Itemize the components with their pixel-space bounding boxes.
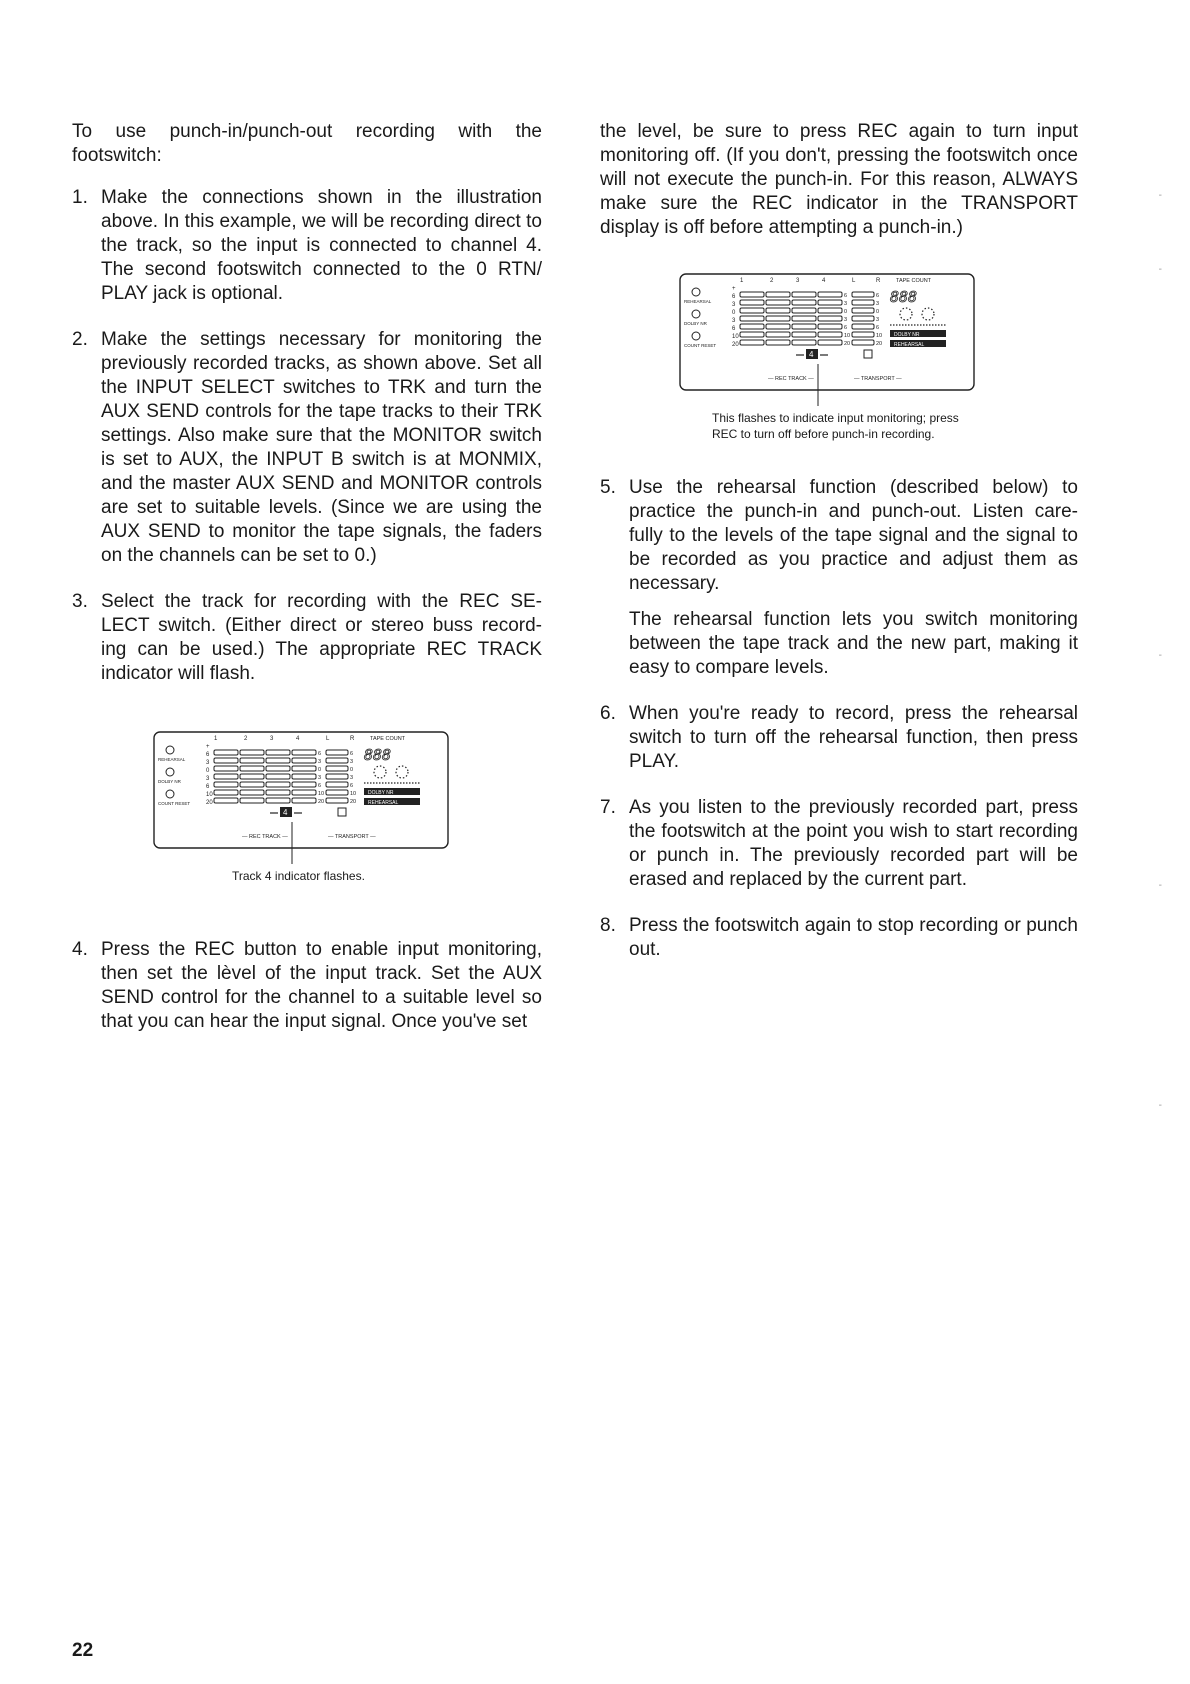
scale-mark: 20	[206, 800, 213, 806]
meter-segment	[266, 782, 290, 787]
meter-segment	[792, 300, 816, 305]
meter-segment	[214, 750, 238, 755]
meter-segment	[266, 774, 290, 779]
rec-track-label: — REC TRACK —	[768, 376, 814, 382]
meter-segment	[818, 308, 842, 313]
step-8	[600, 914, 1078, 962]
step-number: 5.	[600, 477, 616, 498]
meter-display-figure-track4	[152, 726, 482, 884]
scale-mark-right: 20	[844, 341, 851, 347]
scale-mark-right: 6	[876, 325, 880, 331]
track-label: L	[326, 736, 330, 742]
step-text: Select the track for recording with the REC SE- LECT switch. (Either direct or stereo buss record- ing can be used.) The appropriate REC TRACK indicator will flash.	[101, 591, 542, 684]
control-button-label: COUNT RESET	[158, 801, 191, 806]
step-2	[72, 328, 542, 568]
step-number: 4.	[72, 939, 88, 960]
tape-count-label: TAPE COUNT	[896, 278, 932, 284]
scale-mark-right: 3	[350, 775, 354, 781]
step-text: As you listen to the previously recorded part, press the footswitch at the point you wish to start recording or punch in. The previously recorded part will be erased and replaced by the current part.	[629, 797, 1078, 890]
left-column	[72, 120, 542, 1056]
track-label: 4	[822, 278, 826, 284]
scale-mark: 6	[732, 326, 736, 332]
control-button	[166, 768, 174, 776]
meter-segment	[740, 316, 764, 321]
track-label: R	[350, 736, 355, 742]
scale-mark-right: 0	[844, 309, 848, 315]
meter-segment	[852, 332, 874, 337]
scale-mark-right: 10	[876, 333, 883, 339]
transport-indicator	[396, 766, 408, 778]
step-number: 3.	[72, 591, 88, 612]
scale-mark: 3	[732, 318, 736, 324]
scale-mark-right: 3	[318, 775, 322, 781]
scale-mark: +	[206, 744, 210, 750]
meter-segment	[766, 316, 790, 321]
meter-display-illustration	[152, 726, 452, 866]
meter-segment	[292, 782, 316, 787]
transport-indicator	[374, 766, 386, 778]
scale-mark: 6	[732, 294, 736, 300]
scale-mark-right: 10	[350, 791, 357, 797]
step-text: Press the footswitch again to stop recording or punch out.	[629, 915, 1078, 960]
scale-mark-right: 3	[844, 317, 848, 323]
scale-mark-right: 3	[318, 759, 322, 765]
meter-segment	[266, 766, 290, 771]
scale-mark: 6	[206, 752, 210, 758]
tape-counter-digits: 888	[364, 746, 392, 764]
meter-segment	[792, 308, 816, 313]
step-5	[600, 476, 1078, 680]
scale-mark-right: 10	[318, 791, 325, 797]
meter-segment	[266, 790, 290, 795]
meter-segment	[240, 758, 264, 763]
meter-segment	[240, 750, 264, 755]
scale-mark-right: 3	[876, 301, 880, 307]
meter-segment	[240, 782, 264, 787]
meter-segment	[214, 766, 238, 771]
scale-mark-right: 6	[318, 751, 322, 757]
track-label: 4	[296, 736, 300, 742]
meter-segment	[818, 324, 842, 329]
meter-segment	[292, 758, 316, 763]
meter-segment	[326, 782, 348, 787]
scale-mark-right: 0	[350, 767, 354, 773]
continuation-text: the level, be sure to press REC again to turn input monitoring off. (If you don't, pressing the footswitch once will not execute the punch-in. For this reason, ALWAYS make sure the REC indicator in the TRANSPORT display is off before attempting a punch-in.)	[600, 121, 1078, 238]
meter-segment	[240, 766, 264, 771]
control-button-label: DOLBY NR	[158, 779, 181, 784]
margin-mark: -	[1158, 264, 1162, 275]
meter-segment	[214, 774, 238, 779]
meter-segment	[292, 750, 316, 755]
step-number: 1.	[72, 187, 88, 208]
meter-segment	[740, 340, 764, 345]
meter-segment	[266, 798, 290, 803]
track-label: 1	[214, 736, 218, 742]
meter-segment	[740, 324, 764, 329]
scale-mark-right: 6	[350, 783, 354, 789]
meter-segment	[766, 300, 790, 305]
meter-segment	[852, 300, 874, 305]
meter-segment	[792, 316, 816, 321]
scale-mark-right: 6	[318, 783, 322, 789]
scale-mark-right: 6	[350, 751, 354, 757]
scale-mark: 3	[206, 776, 210, 782]
step-number: 7.	[600, 797, 616, 818]
meter-segment	[740, 332, 764, 337]
control-button-label: REHEARSAL	[684, 299, 712, 304]
control-button-label: COUNT RESET	[684, 343, 717, 348]
rec-track-number: 4	[809, 350, 814, 359]
track-label: R	[876, 278, 881, 284]
step-number: 8.	[600, 915, 616, 936]
meter-segment	[292, 774, 316, 779]
meter-segment	[852, 340, 874, 345]
indicator-badge-label: DOLBY NR	[894, 332, 920, 338]
scale-mark-right: 0	[318, 767, 322, 773]
meter-display-figure-monitoring	[678, 268, 1008, 442]
scale-mark: 3	[206, 760, 210, 766]
tape-counter-digits: 888	[890, 288, 918, 306]
meter-segment	[740, 292, 764, 297]
scale-mark-right: 20	[350, 799, 357, 805]
meter-segment	[818, 332, 842, 337]
control-button	[692, 288, 700, 296]
control-button	[692, 332, 700, 340]
scale-mark-right: 20	[876, 341, 883, 347]
step-text: Make the connections shown in the illustration above. In this example, we will be recording direct to the track, so the input is connected to channel 4. The second footswitch connected to the 0 RTN/ PLAY jack is optional.	[101, 187, 542, 304]
meter-segment	[326, 766, 348, 771]
step-4	[72, 938, 542, 1034]
step-6	[600, 702, 1078, 774]
meter-segment	[792, 324, 816, 329]
meter-segment	[326, 750, 348, 755]
caption-line-1: This flashes to indicate input monitoring; press	[712, 411, 959, 425]
margin-mark: -	[1158, 1100, 1162, 1111]
scale-mark-right: 20	[318, 799, 325, 805]
margin-mark: -	[1158, 190, 1162, 201]
step-paragraph: The rehearsal function lets you switch monitoring between the tape track and the new part, making it easy to compare levels.	[629, 609, 1078, 678]
transport-rec-square	[338, 808, 346, 816]
control-button	[166, 790, 174, 798]
meter-segment	[214, 798, 238, 803]
meter-segment	[326, 758, 348, 763]
scale-mark-right: 6	[844, 293, 848, 299]
control-button-label: DOLBY NR	[684, 321, 707, 326]
meter-segment	[240, 774, 264, 779]
control-button-label: REHEARSAL	[158, 757, 186, 762]
scale-mark: 0	[206, 768, 210, 774]
meter-segment	[852, 324, 874, 329]
meter-segment	[766, 292, 790, 297]
step-text	[629, 476, 1078, 680]
transport-label: — TRANSPORT —	[328, 834, 376, 840]
scale-mark: 10	[206, 792, 213, 798]
meter-segment	[792, 340, 816, 345]
page-number: 22	[72, 1640, 94, 1661]
meter-segment	[766, 332, 790, 337]
step-1	[72, 186, 542, 306]
step-text: When you're ready to record, press the rehearsal switch to turn off the rehearsal function, then press PLAY.	[629, 703, 1078, 772]
track-label: L	[852, 278, 856, 284]
meter-segment	[766, 324, 790, 329]
meter-segment	[292, 790, 316, 795]
tape-count-label: TAPE COUNT	[370, 736, 406, 742]
margin-mark: -	[1158, 880, 1162, 891]
meter-segment	[766, 308, 790, 313]
meter-segment	[326, 798, 348, 803]
intro-text: To use punch-in/punch-out recording with the footswitch:	[72, 121, 542, 166]
indicator-badge-label: REHEARSAL	[368, 800, 399, 806]
figure-caption: Track 4 indicator flashes.	[232, 869, 365, 883]
meter-display-illustration	[678, 268, 978, 408]
meter-segment	[326, 774, 348, 779]
meter-segment	[818, 340, 842, 345]
meter-segment	[852, 292, 874, 297]
scale-mark: 6	[206, 784, 210, 790]
caption-line-2: REC to turn off before punch-in recording.	[712, 427, 935, 441]
scale-mark: 0	[732, 310, 736, 316]
meter-segment	[214, 790, 238, 795]
track-label: 3	[270, 736, 274, 742]
scale-mark-right: 3	[876, 317, 880, 323]
meter-segment	[266, 750, 290, 755]
meter-segment	[792, 292, 816, 297]
transport-rec-square	[864, 350, 872, 358]
step-text: Press the REC button to enable input monitoring, then set the lèvel of the input track. Set the AUX SEND control for the channel to a suitable level so that you can hear the input signal. Once you've set	[101, 939, 542, 1032]
meter-segment	[214, 782, 238, 787]
step-paragraph: Use the rehearsal function (described below) to practice the punch-in and punch-out. Listen care- fully to the levels of the tape signal and the signal to be recorded as you practice and adjust them as necessary.	[629, 477, 1078, 594]
rec-track-number: 4	[283, 808, 288, 817]
meter-segment	[240, 790, 264, 795]
meter-segment	[740, 300, 764, 305]
meter-segment	[818, 292, 842, 297]
meter-segment	[740, 308, 764, 313]
scale-mark-right: 0	[876, 309, 880, 315]
control-button	[692, 310, 700, 318]
meter-segment	[818, 316, 842, 321]
figure-caption	[678, 410, 1008, 442]
scale-mark-right: 3	[350, 759, 354, 765]
scale-mark: 20	[732, 342, 739, 348]
scale-mark: 3	[732, 302, 736, 308]
step-text: Make the settings necessary for monitoring the previously recorded tracks, as shown above. Set all the INPUT SELECT switches to TRK and turn the AUX SEND controls for the tape tracks to their TRK settings. Also make sure that the MONITOR switch is set to AUX, the INPUT B switch is at MONMIX, and the master AUX SEND and MONITOR controls are set to suitable levels. (Since we are using the AUX SEND to monitor the tape signals, the faders on the channels can be set to 0.)	[101, 329, 542, 566]
scale-mark-right: 6	[876, 293, 880, 299]
step-number: 2.	[72, 329, 88, 350]
scale-mark-right: 6	[844, 325, 848, 331]
meter-segment	[292, 766, 316, 771]
step-3	[72, 590, 542, 686]
indicator-badge-label: REHEARSAL	[894, 342, 925, 348]
step-number: 6.	[600, 703, 616, 724]
meter-segment	[240, 798, 264, 803]
track-label: 2	[770, 278, 774, 284]
meter-segment	[852, 308, 874, 313]
transport-label: — TRANSPORT —	[854, 376, 902, 382]
meter-segment	[766, 340, 790, 345]
rec-track-label: — REC TRACK —	[242, 834, 288, 840]
meter-segment	[852, 316, 874, 321]
meter-segment	[818, 300, 842, 305]
meter-segment	[292, 798, 316, 803]
meter-segment	[266, 758, 290, 763]
track-label: 2	[244, 736, 248, 742]
step-7	[600, 796, 1078, 892]
track-label: 3	[796, 278, 800, 284]
scale-mark: 10	[732, 334, 739, 340]
meter-segment	[214, 758, 238, 763]
margin-mark: -	[1158, 650, 1162, 661]
transport-indicator	[922, 308, 934, 320]
meter-segment	[792, 332, 816, 337]
scale-mark-right: 10	[844, 333, 851, 339]
meter-segment	[326, 790, 348, 795]
indicator-badge-label: DOLBY NR	[368, 790, 394, 796]
scale-mark-right: 3	[844, 301, 848, 307]
control-button	[166, 746, 174, 754]
right-column	[600, 120, 1078, 984]
track-label: 1	[740, 278, 744, 284]
scale-mark: +	[732, 286, 736, 292]
transport-indicator	[900, 308, 912, 320]
